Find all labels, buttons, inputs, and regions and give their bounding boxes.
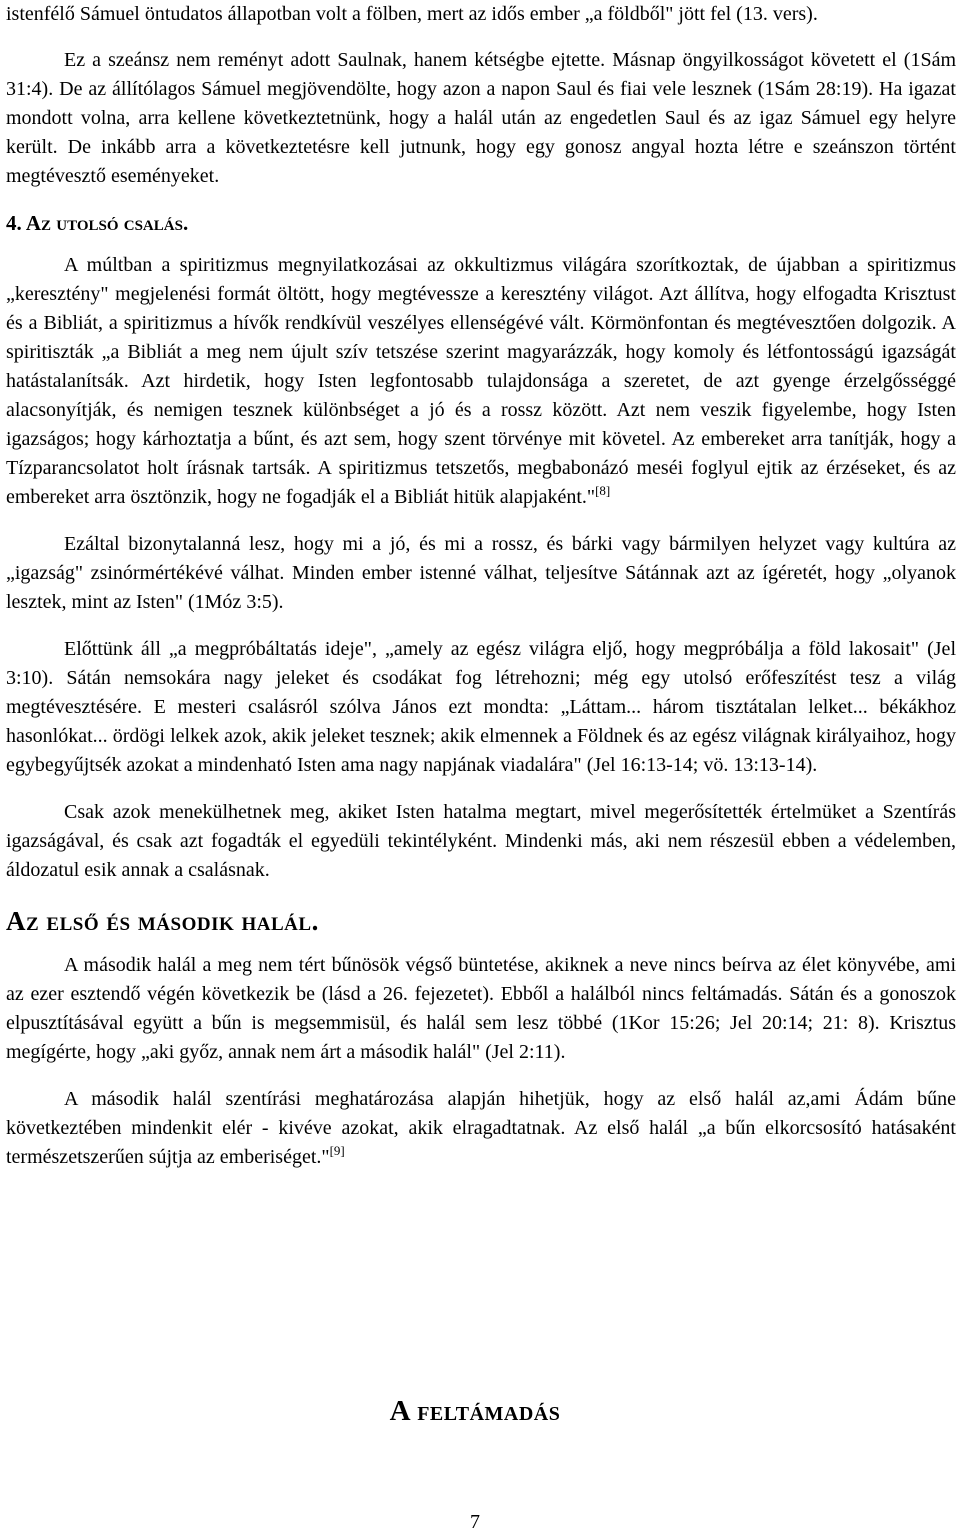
paragraph-continuation: istenfélő Sámuel öntudatos állapotban volt a fölben, mert az idős ember „a földből" jött fel (13. vers).: [6, 3, 818, 25]
document-page: [6, 0, 956, 1172]
footnote-ref-8[interactable]: [8]: [595, 483, 611, 498]
chapter-title: A feltámadás: [389, 1395, 561, 1427]
paragraph-only-those: Csak azok menekülhetnek meg, akiket Isten hatalma megtart, mivel megerősítették értelmüket a Szentírás igazságával, és csak azt fogadták el egyedüli tekintélyként. Mindenki más, aki nem részesül ebben a védelemben, áldozatul esik annak a csalásnak.: [6, 801, 956, 881]
paragraph-uncertainty: Ezáltal bizonytalanná lesz, hogy mi a jó, és mi a rossz, és bárki vagy bármilyen helyzet vagy kultúra az „igazság" zsinórmértékévé válhat. Minden ember istenné válhat, teljesítve Sátánnak azt az ígéretét, hogy „olyanok lesztek, mint az Isten" (1Móz 3:5).: [6, 533, 956, 613]
section-heading-text: 4. Az utolsó csalás.: [6, 211, 189, 235]
section-heading-last-deception: [6, 209, 956, 237]
footnote-ref-9[interactable]: [9]: [329, 1143, 345, 1158]
paragraph-spiritism: [6, 251, 956, 512]
paragraph-first-death: [6, 1085, 956, 1172]
paragraph-time-of-trial: Előttünk áll „a megpróbáltatás ideje", „amely az egész világra eljő, hogy megpróbálja a föld lakosait" (Jel 3:10). Sátán nemsokára nagy jeleket és csodákat fog létrehozni; még egy utolsó erőfeszítést tesz a világ megtévesztésére. E mesteri csalásról szólva János ezt mondta: „Láttam... három tisztátalan lelket... békákhoz hasonlókat... ördögi lelkek azok, akik jeleket tesznek; akik elmennek a Földnek és az egész világnak királyaihoz, hogy egybegyűjtsék azokat a mindenható Isten ama nagy napjának viadalára" (Jel 16:13-14; vö. 13:13-14).: [6, 638, 956, 776]
paragraph-second-death: A második halál a meg nem tért bűnösök végső büntetése, akiknek a neve nincs beírva az élet könyvébe, ami az ezer esztendő végén következik be (lásd a 26. fejezetet). Ebből a halálból nincs feltámadás. Sátán és a gonoszok elpusztításával együtt a bűn is megsemmisül, és halál sem lesz többé (1Kor 15:26; Jel 20:14; 21: 8). Krisztus megígérte, hogy „aki győz, annak nem árt a második halál" (Jel 2:11).: [6, 954, 956, 1063]
page-number: 7: [470, 1511, 480, 1533]
paragraph-first-death-text: A második halál szentírási meghatározása alapján hihetjük, hogy az első halál az,ami Ádám bűne következtében mindenkit elér - kivéve azokat, akik elragadtatnak. Az első halál „a bűn elkorcsosító hatásaként természetszerűen sújtja az emberiséget.": [6, 1088, 956, 1168]
section-heading-first-second-death: [6, 907, 956, 935]
section-heading-text: Az első és második halál.: [6, 906, 319, 936]
paragraph-spiritism-text: A múltban a spiritizmus megnyilatkozásai az okkultizmus világára szorítkoztak, de újabban a spiritizmus „keresztény" megjelenési formát öltött, hogy megtévessze a keresztény világot. Azt állítva, hogy elfogadta Krisztust és a Bibliát, a spiritizmus a hívők rendkívül veszélyes ellenségévé vált. Körmönfontan és megtévesztően dolgozik. A spiritiszták „a Bibliát a meg nem újult szív tetszése szerint magyarázzák, hogy komoly és létfontosságú igazságát hatástalanítsák. Azt hirdetik, hogy Isten legfontosabb tulajdonsága a szeretet, de azt gyenge érzelgősséggé alacsonyítják, és nemigen tesznek különbséget a jó és a rossz között. Azt nem veszik figyelembe, hogy Isten igazságos; hogy kárhoztatja a bűnt, és azt sem, hogy szent törvénye mit követel. Az embereket arra tanítják, hogy a Tízparancsolatot holt írásnak tartsák. A spiritizmus tetszetős, megbabonázó meséi foglyul ejtik az érzéseket, és az embereket arra ösztönzik, hogy ne fogadják el a Bibliát hitük alapjaként.": [6, 254, 956, 508]
paragraph-seance: Ez a szeánsz nem reményt adott Saulnak, hanem kétségbe ejtette. Másnap öngyilkosságot követett el (1Sám 31:4). De az állítólagos Sámuel megjövendölte, hogy azon a napon Saul és fiai vele lesznek (1Sám 28:19). Ha igazat mondott volna, arra kellene következtetnünk, hogy a halál után az engedetlen Saul és az igaz Sámuel egy helyre került. De inkább arra a következtetésre kell jutnunk, hogy egy gonosz angyal hozta létre e szeánszon történt megtévesztő eseményeket.: [6, 49, 956, 187]
